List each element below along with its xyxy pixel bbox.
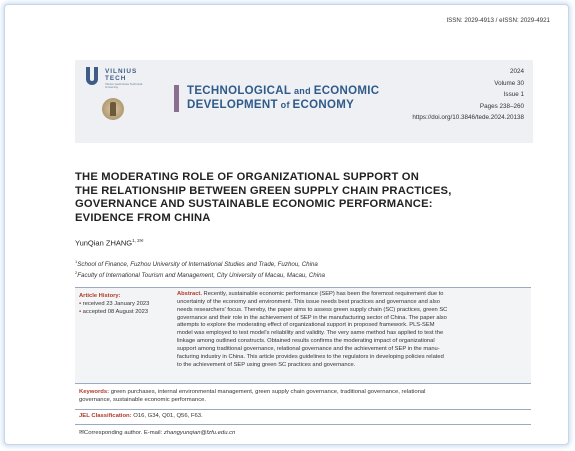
corresponding-email[interactable]: zhangyunqian@fzfu.edu.cn [163,430,236,436]
abstract-box [75,287,531,384]
history-received: ▪ received 23 January 2023 [79,301,150,307]
journal-title-part: TECHNOLOGICAL [187,85,292,97]
abstract-line: governance and their role in the achievement of SEP in the manufacturing sector of China. The paper also [177,314,447,321]
affiliation-text: School of Finance, Fuzhou University of International Studies and Trade, Fuzhou, China [77,261,318,269]
abstract-line: needs researchers' focus. Thereby, the paper aims to assess green supply chain (SC) practices, green SC [177,306,448,313]
abstract-line: attempts to explore the moderating effect of organizational support in proposed framework. PLS-SEM [177,322,435,329]
doi-link[interactable]: https://doi.org/10.3846/tede.2024.20138 [412,114,524,121]
keywords-label: Keywords: [79,389,110,395]
keywords-line: green purchases, internal environmental management, green supply chain governance, traditional governance, relational [110,389,426,395]
article-history [79,292,174,316]
vilnius-tech-logo-icon [85,66,99,86]
history-accepted: ▪ accepted 08 August 2023 [79,309,149,315]
abstract-label: Abstract. [177,291,202,297]
jel-label: JEL Classification: [79,413,132,419]
journal-header [75,60,533,143]
article-title-line: THE RELATIONSHIP BETWEEN GREEN SUPPLY CHAIN PRACTICES, [75,184,452,197]
affiliation-number: 1 [75,259,78,264]
journal-volume: Volume 30 [494,79,524,87]
university-name [105,68,137,82]
journal-title-part: and [291,86,314,96]
journal-title [187,84,379,112]
abstract-line: to the achievement of SEP using green SC practices and governance. [177,361,356,368]
corresponding-label: ✉Corresponding author. E-mail: [79,430,163,436]
author [75,238,143,248]
issn: ISSN: 2029-4913 / eISSN: 2029-4921 [446,17,550,24]
divider [75,424,531,425]
journal-year: 2024 [509,68,524,75]
corresponding-author [79,430,235,436]
jel-classification [79,413,203,419]
journal-issue: Issue 1 [503,91,524,98]
affiliation-text: Faculty of International Tourism and Management, City University of Macau, Macau, China [77,272,325,280]
article-title-line: GOVERNANCE AND SUSTAINABLE ECONOMIC PERFORMANCE: [75,198,433,210]
history-received-text: received 23 January 2023 [82,301,150,307]
divider [75,409,531,410]
page-frame [4,4,569,445]
article-title-line: THE MODERATING ROLE OF ORGANIZATIONAL SUPPORT ON [75,171,419,183]
journal-accent-bar [174,85,179,112]
university-seal-icon [102,98,124,120]
affiliation-number: 2 [75,270,78,275]
journal-title-part: ECONOMY [292,99,355,111]
article-title-line: EVIDENCE FROM CHINA [75,211,211,224]
affiliation-1 [75,259,318,268]
article-history-title: Article History: [79,293,121,299]
journal-title-part: of [277,100,293,110]
journal-title-part: DEVELOPMENT [187,99,278,111]
jel-codes: O16, G34, Q01, Q56, F63. [133,413,203,419]
university-subtitle: Vilnius Gediminas Technical University [105,82,143,90]
abstract-line: model was employed to test model's reliability and validity. The very same method has applied to test the [177,330,444,337]
keywords [75,388,531,405]
journal-meta [412,66,524,124]
university-name-line1: VILNIUS [105,68,138,75]
journal-pages: Pages 238–260 [479,102,524,110]
abstract-line: linkage among outlined constructs. Obtained results confirms the moderating impact of organizational [177,338,435,345]
affiliation-2 [75,270,325,279]
abstract-line: Recently, sustainable economic performance (SEP) has been the foremost requirement due to [203,291,444,297]
abstract-line: facturing industry in China. This article provides guidelines to the regulators in developing policies related [177,353,444,360]
abstract-line: support among traditional governance, relational governance and the achievement of SEP in the manu- [177,345,440,352]
university-name-line2: TECH [105,75,127,82]
article-title [75,171,515,225]
keywords-line: governance, sustainable economic performance. [79,397,207,404]
author-affiliation-marks: 1, 2✉ [132,238,144,243]
history-accepted-text: accepted 08 August 2023 [82,309,149,315]
abstract [177,291,527,369]
author-name: YunQian ZHANG [75,238,133,248]
journal-title-part: ECONOMIC [313,85,380,97]
abstract-line: uncertainty of the economy and environment. This issue needs best practices and governance and also [177,298,440,305]
